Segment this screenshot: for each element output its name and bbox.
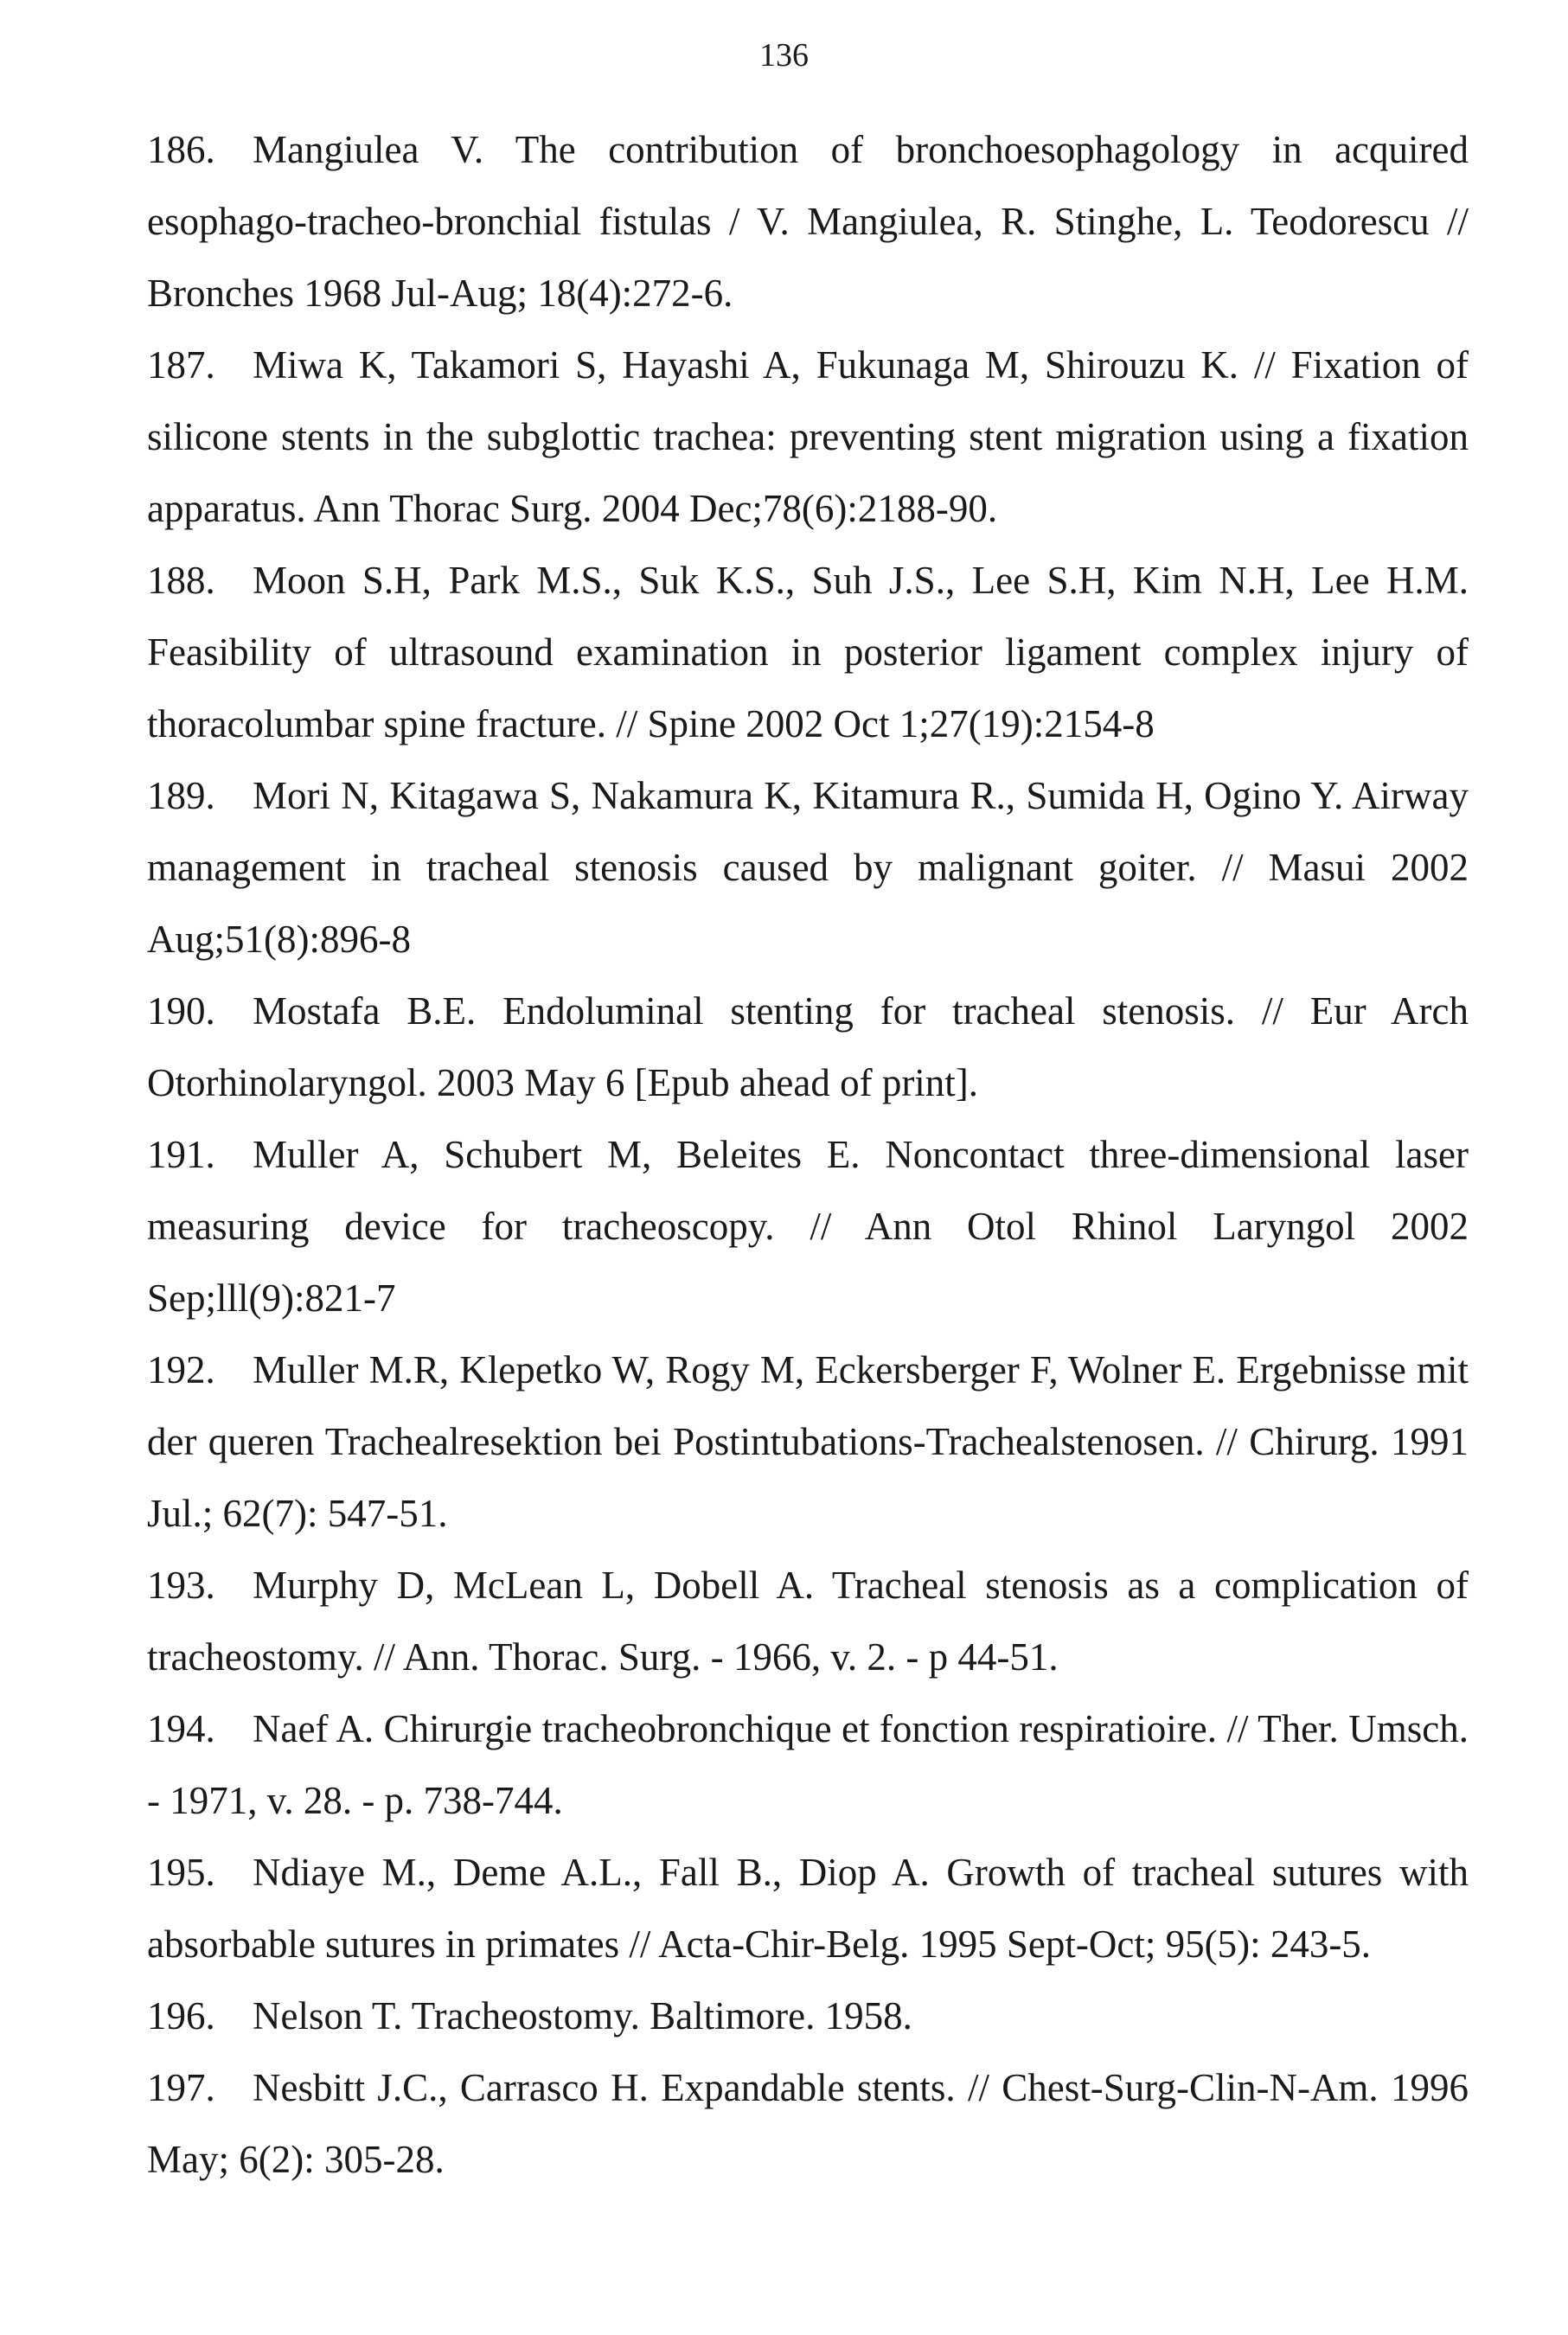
reference-number: 196.: [147, 1994, 215, 2038]
reference-item: [147, 329, 1469, 545]
reference-item: [147, 1980, 1469, 2052]
reference-number: 193.: [147, 1564, 215, 1607]
reference-number: 187.: [147, 343, 215, 387]
reference-text: Mostafa B.E. Endoluminal stenting for tracheal stenosis. // Eur Arch Otorhinolaryngol. 2003 May 6 [Epub ahead of print].: [147, 989, 1469, 1104]
reference-item: [147, 760, 1469, 976]
reference-text: Murphy D, McLean L, Dobell A. Tracheal stenosis as a complication of tracheostomy. // Ann. Thorac. Surg. - 1966, v. 2. - p 44-51.: [147, 1564, 1469, 1679]
reference-item: [147, 1334, 1469, 1550]
page-number: 136: [759, 37, 809, 74]
reference-text: Moon S.H, Park M.S., Suk K.S., Suh J.S., Lee S.H, Kim N.H, Lee H.M. Feasibility of ultrasound examination in posterior ligament complex injury of thoracolumbar spine fracture. // Spine 2002 Oct 1;27(19):2154-8: [147, 559, 1469, 745]
reference-text: Nesbitt J.C., Carrasco H. Expandable stents. // Chest-Surg-Clin-N-Am. 1996 May; 6(2): 305-28.: [147, 2066, 1469, 2181]
reference-item: [147, 976, 1469, 1119]
reference-item: [147, 2052, 1469, 2196]
reference-item: [147, 114, 1469, 329]
reference-number: 192.: [147, 1348, 215, 1391]
reference-text: Miwa K, Takamori S, Hayashi A, Fukunaga M, Shirouzu K. // Fixation of silicone stents in the subglottic trachea: preventing stent migration using a fixation apparatus. Ann Thorac Surg. 2004 Dec;78(6):2188-90.: [147, 343, 1469, 530]
reference-item: [147, 1837, 1469, 1980]
reference-number: 188.: [147, 559, 215, 602]
reference-number: 189.: [147, 774, 215, 817]
reference-item: [147, 1693, 1469, 1837]
reference-number: 195.: [147, 1851, 215, 1894]
reference-item: [147, 545, 1469, 760]
reference-number: 186.: [147, 128, 215, 171]
reference-item: [147, 1550, 1469, 1693]
reference-text: Muller A, Schubert M, Beleites E. Noncontact three-dimensional laser measuring device for tracheoscopy. // Ann Otol Rhinol Laryngol 2002 Sep;lll(9):821-7: [147, 1133, 1469, 1320]
reference-item: [147, 1119, 1469, 1334]
reference-text: Nelson T. Tracheostomy. Baltimore. 1958.: [253, 1994, 912, 2038]
reference-number: 194.: [147, 1707, 215, 1750]
reference-number: 190.: [147, 989, 215, 1033]
reference-number: 197.: [147, 2066, 215, 2109]
reference-list: [147, 114, 1469, 2196]
reference-text: Naef A. Chirurgie tracheobronchique et fonction respiratioire. // Ther. Umsch. - 1971, v. 28. - p. 738-744.: [147, 1707, 1469, 1822]
reference-number: 191.: [147, 1133, 215, 1176]
reference-text: Ndiaye M., Deme A.L., Fall B., Diop A. Growth of tracheal sutures with absorbable sutures in primates // Acta-Chir-Belg. 1995 Sept-Oct; 95(5): 243-5.: [147, 1851, 1469, 1966]
reference-text: Mangiulea V. The contribution of bronchoesophagology in acquired esophago-tracheo-bronchial fistulas / V. Mangiulea, R. Stinghe, L. Teodorescu // Bronches 1968 Jul-Aug; 18(4):272-6.: [147, 128, 1469, 315]
reference-text: Mori N, Kitagawa S, Nakamura K, Kitamura R., Sumida H, Ogino Y. Airway management in tracheal stenosis caused by malignant goiter. // Masui 2002 Aug;51(8):896-8: [147, 774, 1469, 961]
reference-text: Muller M.R, Klepetko W, Rogy M, Eckersberger F, Wolner E. Ergebnisse mit der queren Trachealresektion bei Postintubations-Trachealstenosen. // Chirurg. 1991 Jul.; 62(7): 547-51.: [147, 1348, 1469, 1535]
